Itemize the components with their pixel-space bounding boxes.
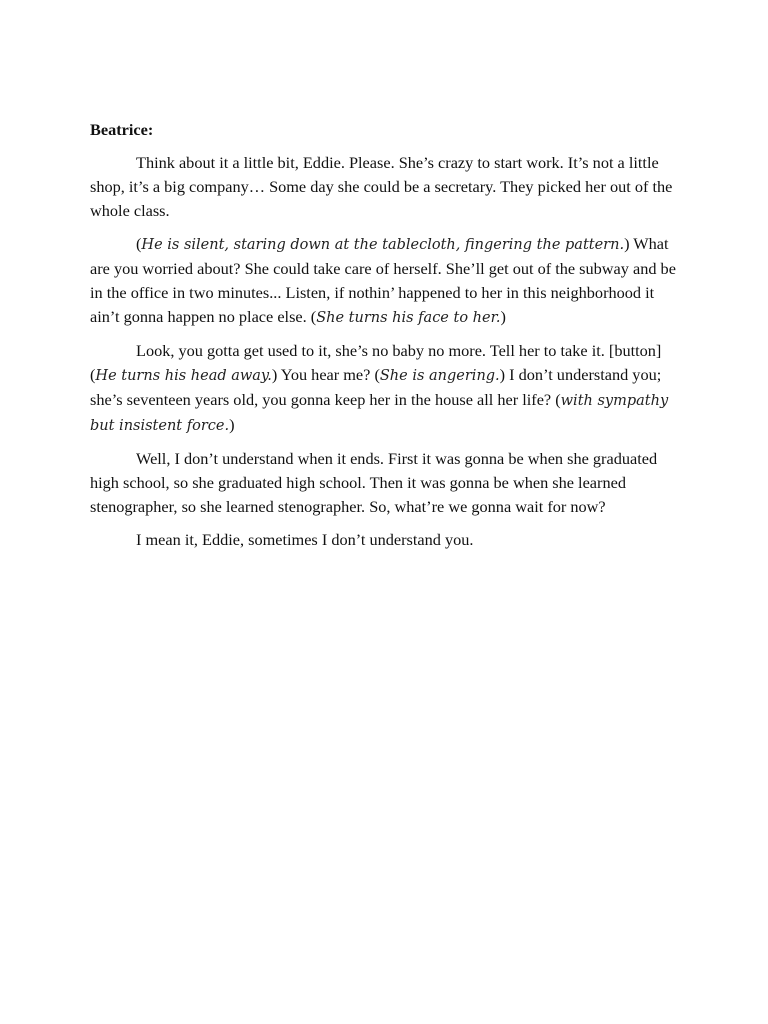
- dialogue-paragraph: [90, 151, 680, 223]
- dialogue-paragraph: [90, 232, 680, 330]
- stage-direction: He is silent, staring down at the tablecloth, fingering the pattern.: [141, 237, 625, 253]
- dialogue-text: (: [136, 234, 142, 253]
- dialogue-text: ) You hear me? (: [271, 365, 380, 384]
- dialogue-text: ): [229, 415, 235, 434]
- script-page: [90, 118, 680, 561]
- dialogue-paragraph: [90, 528, 680, 552]
- speaker-name: Beatrice:: [90, 120, 154, 139]
- dialogue-text: Look, you gotta get used to it, she’s no baby no more. Tell her to take it. [button] (: [90, 341, 662, 384]
- dialogue-text: Think about it a little bit, Eddie. Please. She’s crazy to start work. It’s not a little shop, it’s a big company… Some day she could be a secretary. They picked her out of the whole class.: [90, 153, 673, 220]
- stage-direction: with sympathy but insistent force.: [90, 393, 669, 434]
- dialogue-text: ) I don’t understand you; she’s seventeen years old, you gonna keep her in the house all her life? (: [90, 365, 662, 409]
- dialogue-text: ): [500, 307, 506, 326]
- dialogue-body: [90, 151, 680, 552]
- dialogue-paragraph: [90, 339, 680, 438]
- dialogue-text: Well, I don’t understand when it ends. First it was gonna be when she graduated high school, so she graduated high school. Then it was gonna be when she learned stenographer, so she learned stenographer. So, what’re we gonna wait for now?: [90, 449, 658, 516]
- stage-direction: She turns his face to her.: [316, 310, 501, 326]
- dialogue-text: I mean it, Eddie, sometimes I don’t understand you.: [136, 530, 474, 549]
- stage-direction: He turns his head away.: [95, 368, 272, 384]
- dialogue-text: ) What are you worried about? She could take care of herself. She’ll get out of the subway and be in the office in two minutes... Listen, if nothin’ happened to her in this neighborhood it ain’t gonna happen no place else. (: [90, 234, 676, 326]
- stage-direction: She is angering.: [379, 368, 500, 384]
- dialogue-paragraph: [90, 447, 680, 519]
